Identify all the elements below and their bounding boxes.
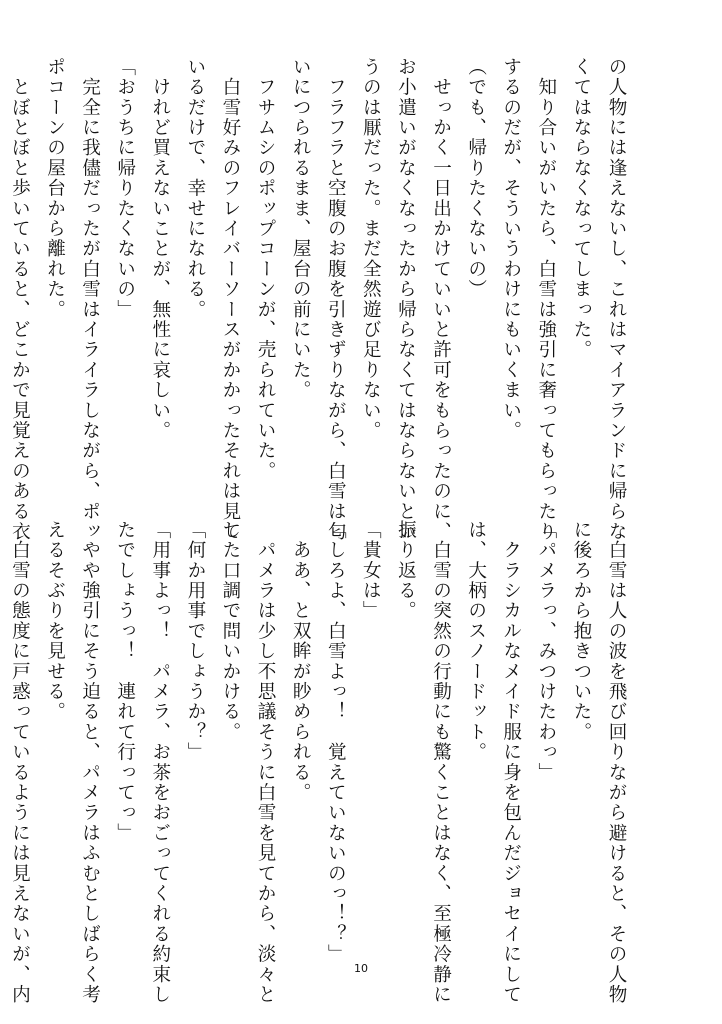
text-line: 完全に我儘だったが白雪はイライラしながら、ポッ xyxy=(79,57,101,542)
text-line: は、大柄のスノードット。 xyxy=(465,520,487,763)
text-line: フサムシのポップコーンが、売られていた。 xyxy=(255,57,277,482)
text-line: した口調で問いかける。 xyxy=(219,520,241,743)
text-block-top xyxy=(9,57,634,542)
text-line: 白雪好みのフレイバーソースがかかったそれは見て xyxy=(219,57,241,542)
text-line: に後ろから抱きついた。 xyxy=(570,520,592,743)
text-line: いるだけで、幸せになれる。 xyxy=(184,57,206,320)
text-line: 振り返る。 xyxy=(395,520,417,621)
text-line: うのは厭だった。まだ全然遊び足りない。 xyxy=(360,57,382,441)
text-line: 「しろよ、白雪よっ！ 覚えていないのっ！？」 xyxy=(325,520,347,965)
text-line: するのだが、そういうわけにもいくまい。 xyxy=(500,57,522,441)
text-line: 「おうちに帰りたくないの」 xyxy=(114,57,136,320)
text-line: けれど買えないことが、無性に哀しい。 xyxy=(149,57,171,441)
text-line: パメラは少し不思議そうに白雪を見てから、淡々と xyxy=(255,520,277,1005)
text-line: いにつられるまま、屋台の前にいた。 xyxy=(290,57,312,401)
text-line: 白雪は人の波を飛び回りながら避けると、その人物 xyxy=(606,520,627,1005)
page-number: 10 xyxy=(354,962,368,975)
text-line: 「貴女は」 xyxy=(360,520,382,621)
text-line: お小遣いがなくなったから帰らなくてはならないとい xyxy=(395,57,417,542)
text-line: 白雪の突然の行動にも驚くことはなく、至極冷静に xyxy=(430,520,452,1005)
text-line: 「パメラっ、みつけたわっ」 xyxy=(535,520,557,783)
text-line: たでしょうっ！ 連れて行ってっ」 xyxy=(114,520,136,844)
text-line: せっかく一日出かけていいと許可をもらったのに、 xyxy=(430,57,452,542)
text-line: 白雪の態度に戸惑っているようには見えないが、内 xyxy=(9,520,31,1005)
text-line: 「何か用事でしょうか？」 xyxy=(184,520,206,763)
text-line: とぼとぼと歩いていると、どこかで見覚えのある衣 xyxy=(9,57,31,542)
text-line: の人物には逢えないし、これはマイアランドに帰らな xyxy=(606,57,627,542)
text-line: フラフラと空腹のお腹を引きずりながら、白雪は匂 xyxy=(325,57,347,542)
text-line: （でも、帰りたくないの） xyxy=(465,57,487,300)
text-line: ポコーンの屋台から離れた。 xyxy=(44,57,66,320)
text-line: くてはならなくなってしまった。 xyxy=(570,57,592,360)
text-line: 「用事よっ！ パメラ、お茶をおごってくれる約束し xyxy=(149,520,171,1005)
text-line: えるそぶりを見せる。 xyxy=(44,520,66,722)
text-line: ああ、と双眸が眇められる。 xyxy=(290,520,312,803)
text-line: やや強引にそう迫ると、パメラはふむとしばらく考 xyxy=(79,520,101,1005)
text-line: 知り合いがいたら、白雪は強引に奢ってもらったり xyxy=(535,57,557,542)
text-line: クラシカルなメイド服に身を包んだジョセイにして xyxy=(500,520,522,1005)
